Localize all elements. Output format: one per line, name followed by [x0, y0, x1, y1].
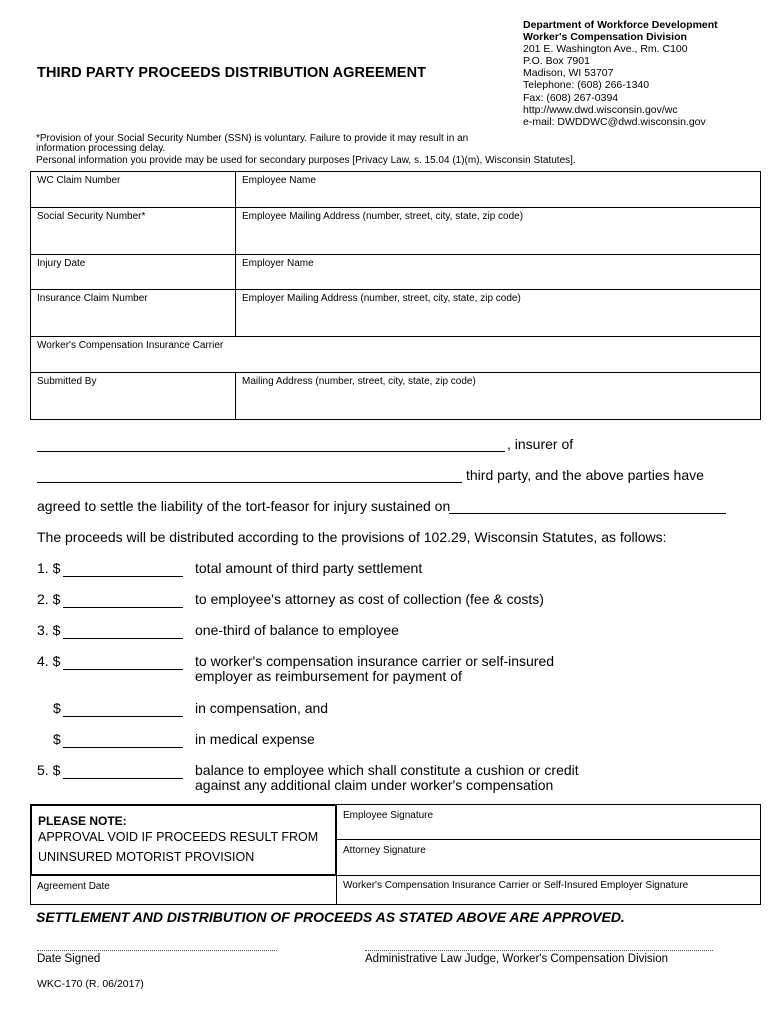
date-signed-line[interactable] — [37, 950, 277, 951]
employee-address-field[interactable] — [236, 208, 761, 255]
carrier-field[interactable] — [31, 337, 761, 373]
third-party-line[interactable] — [37, 482, 462, 483]
field-label: Mailing Address (number, street, city, state, zip code) — [242, 376, 476, 387]
injury-date-field[interactable] — [31, 255, 236, 290]
employer-name-field[interactable] — [236, 255, 761, 290]
amount-line[interactable] — [63, 747, 183, 748]
item-number: 2. $ — [37, 591, 61, 607]
field-label: Insurance Claim Number — [37, 293, 148, 304]
amount-line[interactable] — [63, 638, 183, 639]
item-text: to employee's attorney as cost of collection (fee & costs) — [195, 591, 544, 607]
privacy-notice-2: information processing delay. — [36, 143, 166, 154]
item-text: in medical expense — [195, 731, 315, 747]
ssn-field[interactable] — [31, 208, 236, 255]
item-text-cont: employer as reimbursement for payment of — [195, 668, 462, 684]
form-id: WKC-170 (R. 06/2017) — [37, 978, 144, 990]
note-heading: PLEASE NOTE: — [38, 814, 127, 828]
amount-line[interactable] — [63, 576, 183, 577]
field-label: Employee Name — [242, 175, 316, 186]
dept-name: Department of Workforce Development — [523, 19, 718, 31]
telephone: Telephone: (608) 266-1340 — [523, 79, 650, 92]
alj-signature-line[interactable] — [365, 950, 713, 951]
amount-line[interactable] — [63, 716, 183, 717]
insurer-name-line[interactable] — [37, 451, 505, 452]
carrier-signature-field[interactable]: Worker's Compensation Insurance Carrier or Self-Insured Employer Signature — [343, 880, 689, 891]
address-line: Madison, WI 53707 — [523, 67, 614, 80]
field-label: Social Security Number* — [37, 211, 146, 222]
mailing-address-field[interactable] — [236, 373, 761, 420]
item-number: 1. $ — [37, 560, 61, 576]
form-title: THIRD PARTY PROCEEDS DISTRIBUTION AGREEMENT — [37, 65, 427, 81]
amount-line[interactable] — [63, 669, 183, 670]
date-signed-label: Date Signed — [37, 953, 101, 965]
field-label: Worker's Compensation Insurance Carrier — [37, 340, 224, 351]
item-text: one-third of balance to employee — [195, 622, 399, 638]
item-number: $ — [53, 700, 61, 716]
item-number: $ — [53, 731, 61, 747]
divider — [336, 876, 337, 905]
item-number: 3. $ — [37, 622, 61, 638]
attorney-signature-field[interactable]: Attorney Signature — [343, 845, 426, 856]
employee-name-field[interactable] — [236, 172, 761, 208]
item-number: 4. $ — [37, 653, 61, 669]
wc-claim-field[interactable] — [31, 172, 236, 208]
injury-date-line[interactable] — [449, 513, 726, 514]
division-name: Worker's Compensation Division — [523, 31, 687, 44]
note-line-2: UNINSURED MOTORIST PROVISION — [38, 850, 255, 864]
fax: Fax: (608) 267-0394 — [523, 91, 619, 104]
item-text: total amount of third party settlement — [195, 560, 423, 576]
field-label: Injury Date — [37, 258, 86, 269]
approval-statement: SETTLEMENT AND DISTRIBUTION OF PROCEEDS AS STATED ABOVE ARE APPROVED. — [36, 909, 625, 925]
submitted-by-field[interactable] — [31, 373, 236, 420]
address-line: P.O. Box 7901 — [523, 55, 590, 68]
third-party-text: third party, and the above parties have — [466, 467, 704, 483]
agreement-date-field[interactable]: Agreement Date — [37, 881, 110, 892]
field-label: WC Claim Number — [37, 175, 121, 186]
employer-address-field[interactable] — [236, 290, 761, 337]
privacy-notice-3: Personal information you provide may be used for secondary purposes [Privacy Law, s. 15.04 (1)(m), Wisconsin Statutes]. — [36, 155, 576, 166]
agreed-text: agreed to settle the liability of the tort-feasor for injury sustained on — [37, 498, 451, 514]
item-number: 5. $ — [37, 762, 61, 778]
address-line: 201 E. Washington Ave., Rm. C100 — [523, 43, 688, 56]
item-text: in compensation, and — [195, 700, 329, 716]
item-text: to worker's compensation insurance carrier or self-insured — [195, 653, 555, 669]
note-line-1: APPROVAL VOID IF PROCEEDS RESULT FROM — [38, 830, 319, 844]
amount-line[interactable] — [63, 607, 183, 608]
agency-header — [523, 19, 718, 128]
proceeds-text: The proceeds will be distributed according to the provisions of 102.29, Wisconsin Statutes, as follows: — [37, 529, 667, 545]
email: e-mail: DWDDWC@dwd.wisconsin.gov — [523, 115, 706, 128]
employee-signature-field[interactable]: Employee Signature — [343, 810, 434, 821]
field-label: Employer Mailing Address (number, street, city, state, zip code) — [242, 293, 521, 304]
privacy-notice-1: *Provision of your Social Security Number (SSN) is voluntary. Failure to provide it may result in an — [36, 133, 469, 144]
claim-info-table — [30, 171, 761, 420]
item-text-cont: against any additional claim under worker's compensation — [195, 777, 554, 793]
divider — [30, 875, 761, 876]
field-label: Submitted By — [37, 376, 97, 387]
insurance-claim-field[interactable] — [31, 290, 236, 337]
insurer-of-text: , insurer of — [507, 436, 574, 452]
divider — [337, 839, 761, 840]
amount-line[interactable] — [63, 778, 183, 779]
please-note-box — [30, 804, 337, 876]
website: http://www.dwd.wisconsin.gov/wc — [523, 103, 678, 116]
item-text: balance to employee which shall constitute a cushion or credit — [195, 762, 579, 778]
field-label: Employee Mailing Address (number, street, city, state, zip code) — [242, 211, 524, 222]
field-label: Employer Name — [242, 258, 314, 269]
alj-label: Administrative Law Judge, Worker's Compensation Division — [365, 953, 669, 965]
